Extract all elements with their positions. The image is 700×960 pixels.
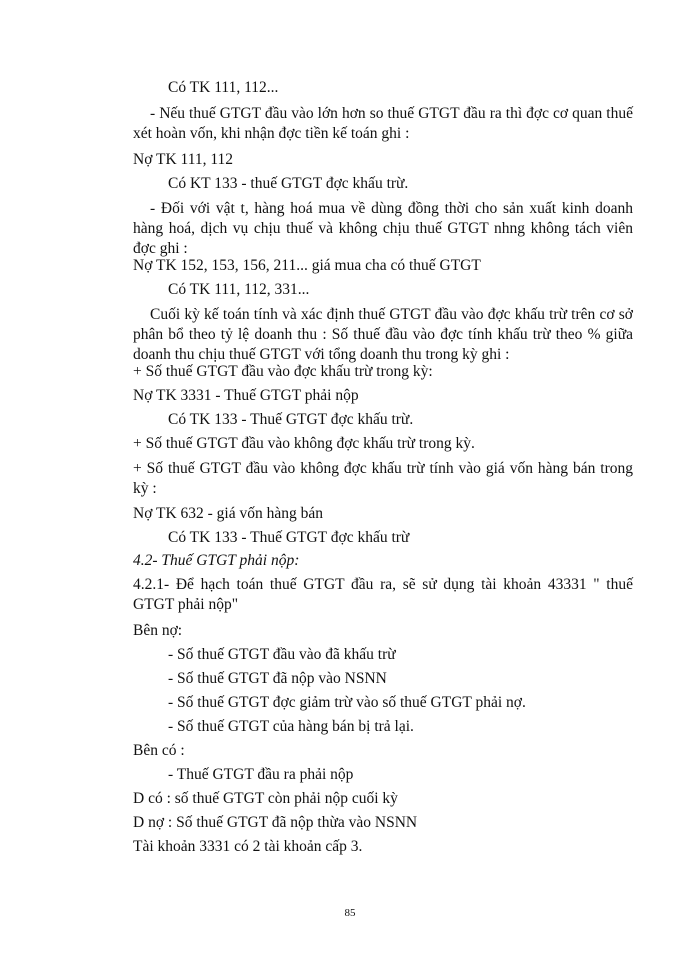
list-item: - Số thuế GTGT đầu vào đã khấu trừ bbox=[168, 646, 396, 663]
text-line: Có TK 111, 112... bbox=[168, 79, 279, 96]
text-line: Có TK 111, 112, 331... bbox=[168, 281, 310, 298]
list-item: - Thuế GTGT đầu ra phải nộp bbox=[168, 766, 354, 783]
text-line: Có TK 133 - Thuế GTGT đợc khấu trừ bbox=[168, 529, 410, 546]
text-line: Nợ TK 111, 112 bbox=[133, 151, 234, 168]
text-line: + Số thuế GTGT đầu vào không đợc khấu trừ trong kỳ. bbox=[133, 435, 475, 452]
text-line: Nợ TK 152, 153, 156, 211... giá mua cha có thuế GTGT bbox=[133, 257, 481, 274]
text-line: D có : số thuế GTGT còn phải nộp cuối kỳ bbox=[133, 790, 398, 807]
list-item: - Số thuế GTGT đợc giảm trừ vào số thuế GTGT phải nợ. bbox=[168, 694, 526, 711]
paragraph: 4.2.1- Để hạch toán thuế GTGT đầu ra, sẽ sử dụng tài khoản 43331 " thuế GTGT phải nộp" bbox=[133, 576, 633, 613]
paragraph: - Nếu thuế GTGT đầu vào lớn hơn so thuế GTGT đầu ra thì đợc cơ quan thuế xét hoàn vốn, khi nhận đợc tiền kế toán ghi : bbox=[133, 105, 633, 142]
page-number: 85 bbox=[344, 907, 356, 919]
text-line: Nợ TK 632 - giá vốn hàng bán bbox=[133, 505, 324, 522]
text-line: + Số thuế GTGT đầu vào đợc khấu trừ trong kỳ: bbox=[133, 363, 433, 380]
text-line: Tài khoản 3331 có 2 tài khoản cấp 3. bbox=[133, 838, 363, 855]
list-item: - Số thuế GTGT của hàng bán bị trả lại. bbox=[168, 718, 414, 735]
text-line: Bên nợ: bbox=[133, 622, 183, 639]
text-line: Nợ TK 3331 - Thuế GTGT phải nộp bbox=[133, 387, 359, 404]
paragraph: Cuối kỳ kế toán tính và xác định thuế GTGT đầu vào đợc khấu trừ trên cơ sở phân bổ theo tỷ lệ doanh thu : Số thuế đầu vào đợc tính khấu trừ theo % giữa doanh thu chịu thuế GTGT với tổng doanh thu trong kỳ ghi : bbox=[133, 306, 633, 363]
text-line: Bên có : bbox=[133, 742, 185, 759]
text-line: Có TK 133 - Thuế GTGT đợc khấu trừ. bbox=[168, 411, 414, 428]
list-item: - Số thuế GTGT đã nộp vào NSNN bbox=[168, 670, 387, 687]
paragraph: + Số thuế GTGT đầu vào không đợc khấu trừ tính vào giá vốn hàng bán trong kỳ : bbox=[133, 460, 633, 497]
text-line: D nợ : Số thuế GTGT đã nộp thừa vào NSNN bbox=[133, 814, 418, 831]
section-heading: 4.2- Thuế GTGT phải nộp: bbox=[133, 552, 300, 569]
paragraph: - Đối với vật t, hàng hoá mua về dùng đồng thời cho sản xuất kinh doanh hàng hoá, dịch vụ chịu thuế và không chịu thuế GTGT nhng không tách viên đợc ghi : bbox=[133, 200, 633, 257]
text-line: Có KT 133 - thuế GTGT đợc khấu trừ. bbox=[168, 175, 409, 192]
